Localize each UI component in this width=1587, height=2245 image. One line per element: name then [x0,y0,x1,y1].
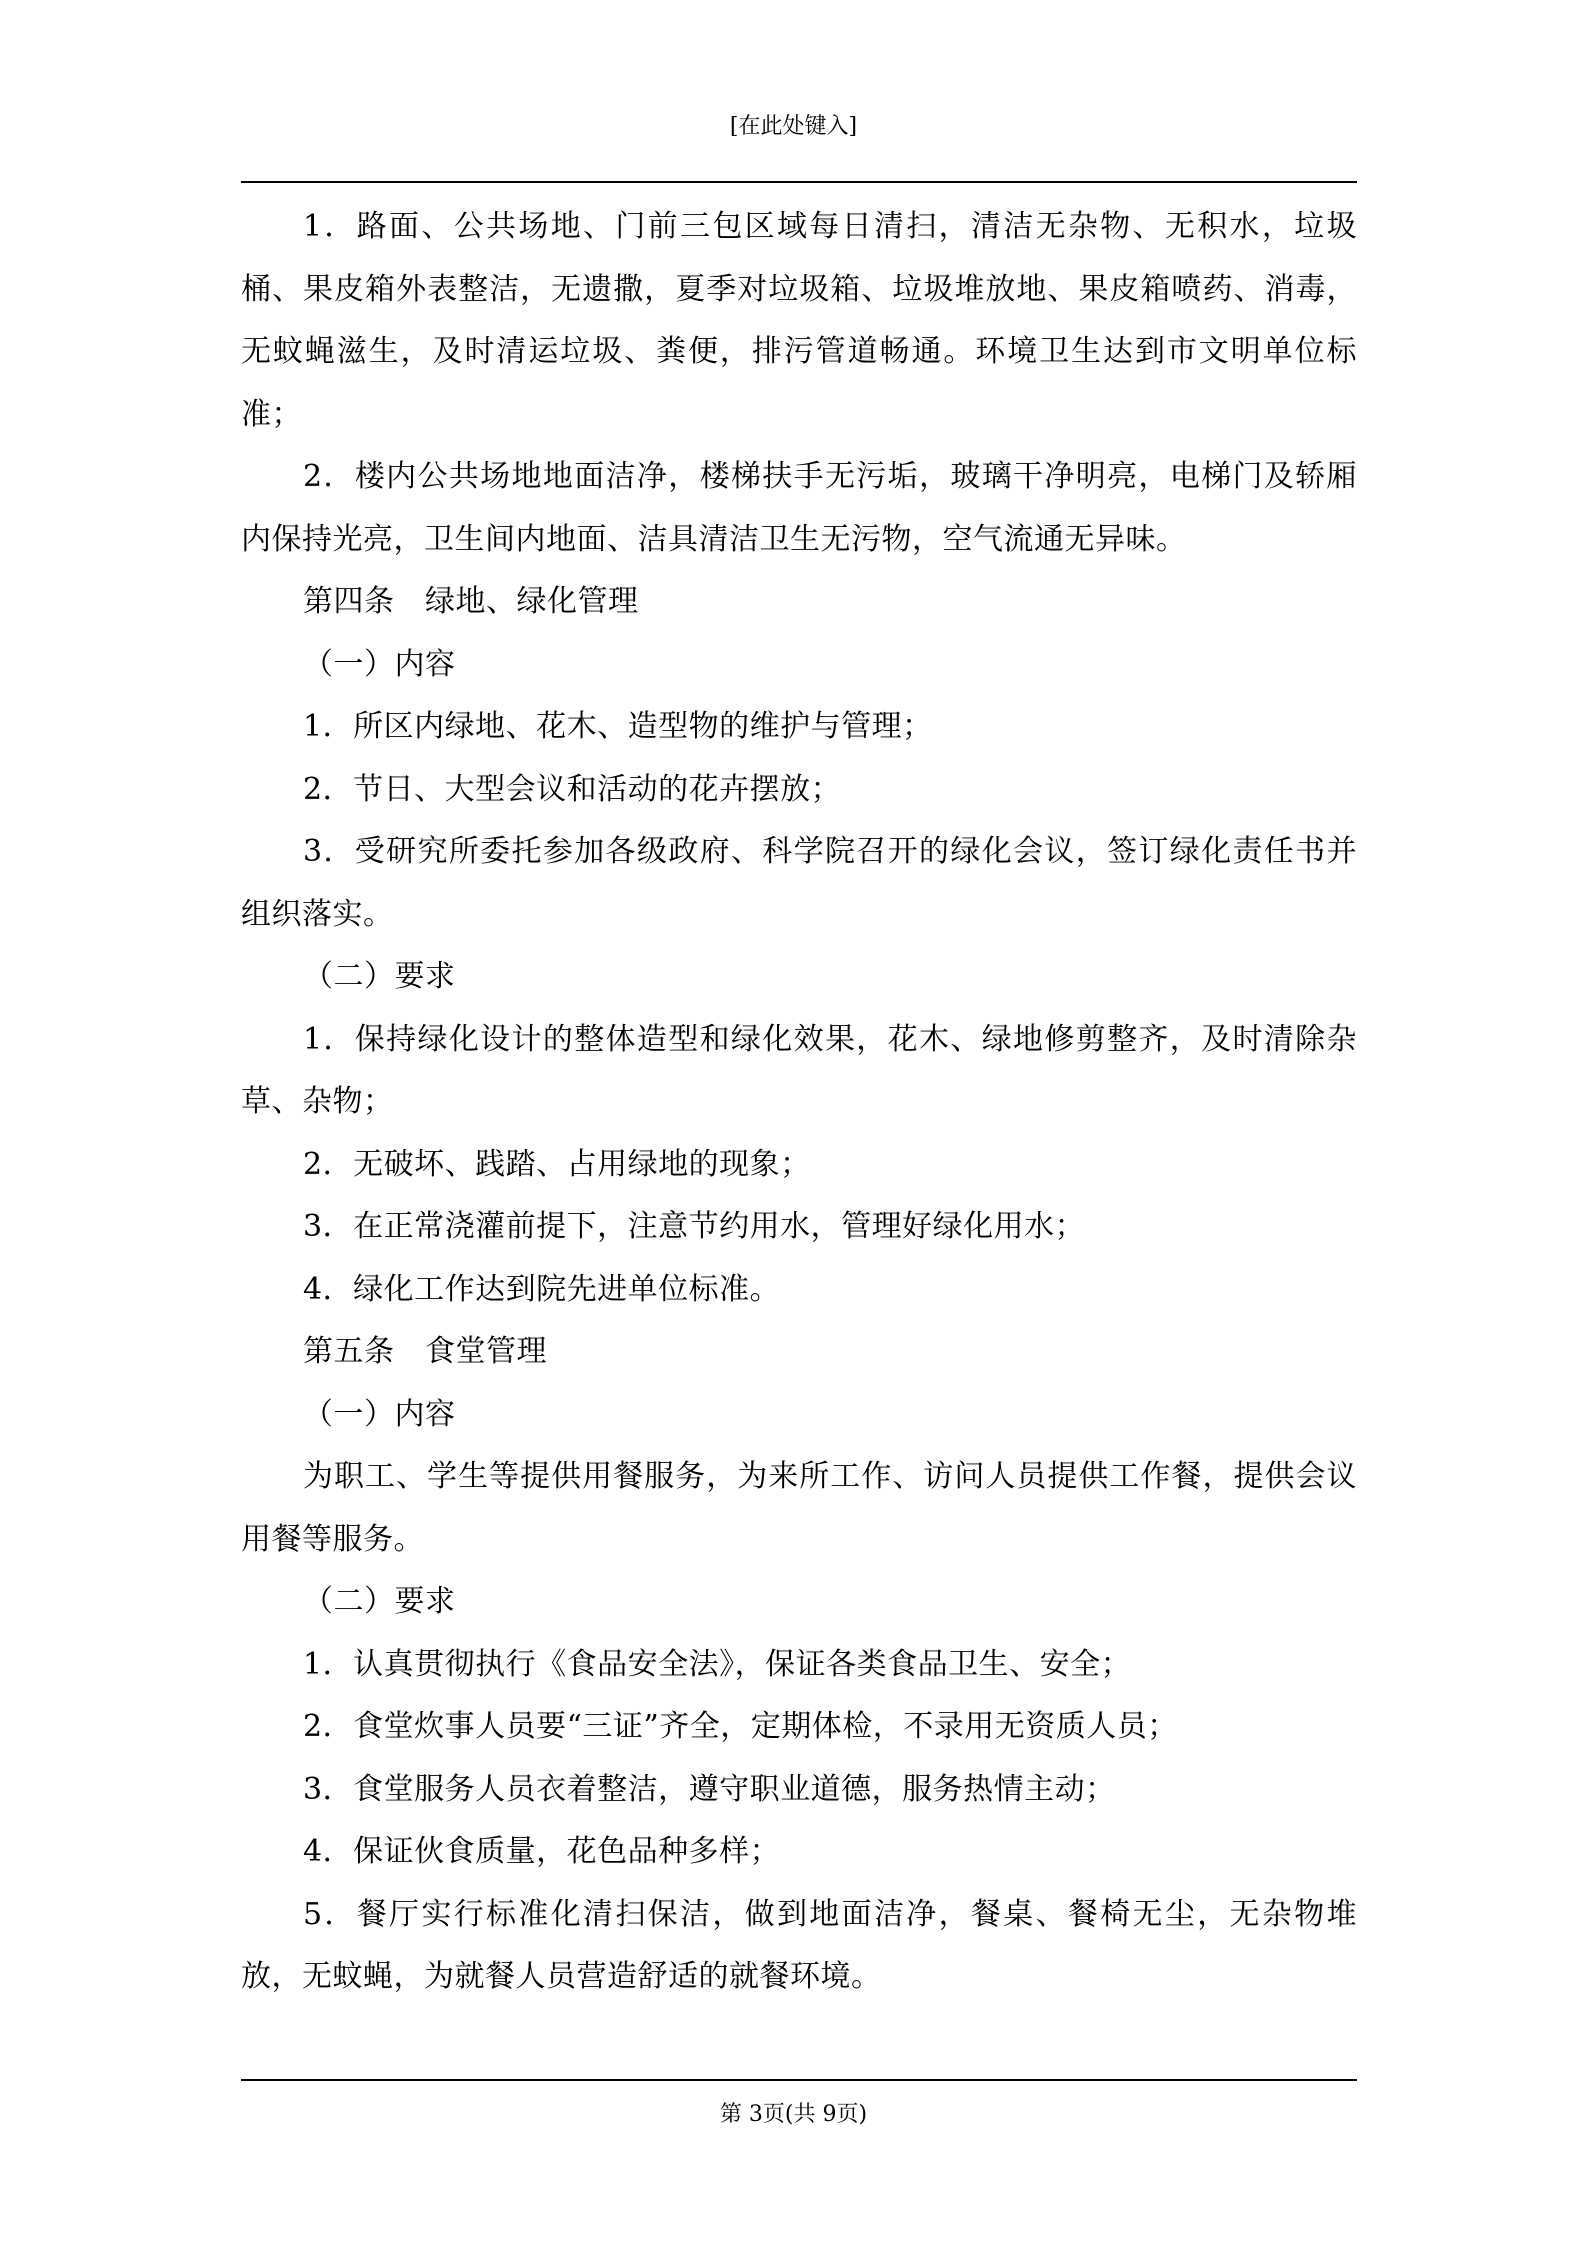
paragraph: 2．食堂炊事人员要“三证”齐全，定期体检，不录用无资质人员； [303,1709,1178,1744]
paragraph: 4．保证伙食质量，花色品种多样； [303,1834,781,1869]
paragraph: 3．食堂服务人员衣着整洁，遵守职业道德，服务热情主动； [303,1771,1116,1807]
paragraph: 1．认真贯彻执行《食品安全法》，保证各类食品卫生、安全； [303,1646,1132,1682]
subsection-heading: （一）内容 [303,1396,456,1432]
paragraph: 1．所区内绿地、花木、造型物的维护与管理； [303,709,933,744]
paragraph: 2．节日、大型会议和活动的花卉摆放； [303,771,842,807]
page-footer: 第 3页(共 9页) [719,2102,868,2127]
subsection-heading: （一）内容 [303,646,456,682]
paragraph: 2．无破坏、践踏、占用绿地的现象； [303,1146,811,1182]
paragraph: 为职工、学生等提供用餐服务，为来所工作、访问人员提供工作餐，提供会议用餐等服务。 [241,1459,1357,1557]
paragraph: 1．保持绿化设计的整体造型和绿化效果，花木、绿地修剪整齐，及时清除杂草、杂物； [241,1021,1357,1119]
section-heading: 第四条 绿地、绿化管理 [303,584,639,619]
subsection-heading: （二）要求 [303,959,456,994]
section-heading: 第五条 食堂管理 [303,1334,547,1369]
footer-divider [241,2079,1357,2081]
paragraph: 1．路面、公共场地、门前三包区域每日清扫，清洁无杂物、无积水，垃圾桶、果皮箱外表整洁，无遗撒，夏季对垃圾箱、垃圾堆放地、果皮箱喷药、消毒，无蚊蝇滋生，及时清运垃圾、粪便，排污管道畅通。环境卫生达到市文明单位标准； [241,209,1357,432]
paragraph: 3．受研究所委托参加各级政府、科学院召开的绿化会议，签订绿化责任书并组织落实。 [241,834,1357,932]
paragraph: 2．楼内公共场地地面洁净，楼梯扶手无污垢，玻璃干净明亮，电梯门及轿厢内保持光亮，卫生间内地面、洁具清洁卫生无污物，空气流通无异味。 [241,459,1357,557]
header-divider [241,181,1357,183]
paragraph: 3．在正常浇灌前提下，注意节约用水，管理好绿化用水； [303,1209,1086,1244]
page-header: [在此处键入] [729,114,858,139]
paragraph: 5．餐厅实行标准化清扫保洁，做到地面洁净，餐桌、餐椅无尘，无杂物堆放，无蚊蝇，为就餐人员营造舒适的就餐环境。 [241,1896,1357,1994]
subsection-heading: （二）要求 [303,1584,456,1619]
document-body [241,196,1357,2009]
paragraph: 4．绿化工作达到院先进单位标准。 [303,1271,781,1307]
